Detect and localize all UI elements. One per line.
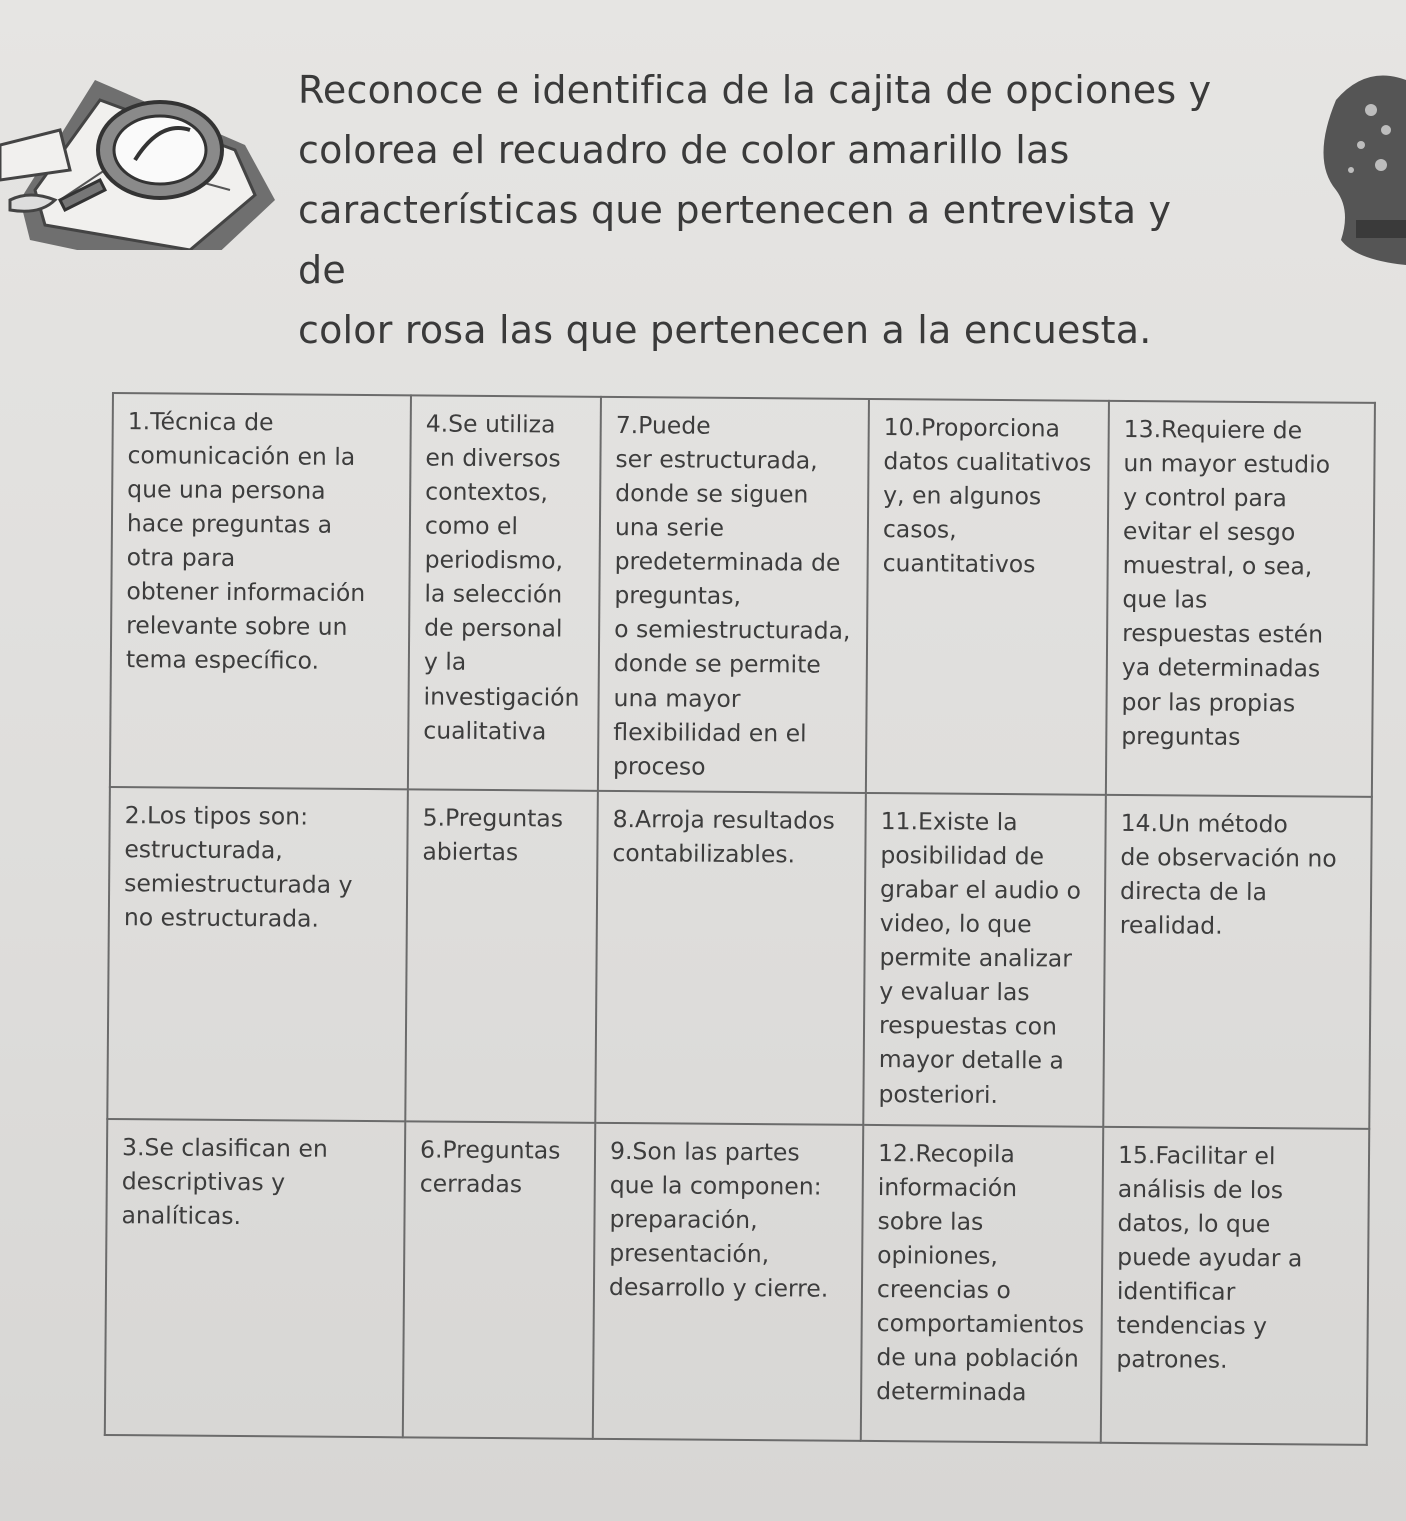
instruction-line: características que pertenecen a entrevista y de: [298, 188, 1172, 293]
characteristic-box-12[interactable]: 12.Recopila información sobre las opiniones, creencias o comportamientos de una población determinada: [861, 1125, 1103, 1443]
characteristic-box-11[interactable]: 11.Existe la posibilidad de grabar el audio o video, lo que permite analizar y evaluar las respuestas con mayor detalle a posteriori.: [863, 793, 1106, 1127]
characteristic-box-3[interactable]: 3.Se clasifican en descriptivas y analíticas.: [105, 1119, 405, 1437]
table-row: [107, 787, 1372, 1129]
characteristics-table: [104, 392, 1376, 1446]
characteristic-box-13[interactable]: 13.Requiere de un mayor estudio y control para evitar el sesgo muestral, o sea, que las respuestas estén ya determinadas por las propias preguntas: [1106, 401, 1375, 797]
characteristic-box-8[interactable]: 8.Arroja resultados contabilizables.: [595, 791, 866, 1125]
table-row: [110, 393, 1375, 797]
characteristic-box-15[interactable]: 15.Facilitar el análisis de los datos, lo que puede ayudar a identificar tendencias y patrones.: [1101, 1127, 1369, 1445]
characteristic-box-2[interactable]: 2.Los tipos son: estructurada, semiestructurada y no estructurada.: [107, 787, 408, 1121]
characteristic-box-9[interactable]: 9.Son las partes que la componen: preparación, presentación, desarrollo y cierre.: [593, 1123, 863, 1441]
characteristic-box-5[interactable]: 5.Preguntas abiertas: [405, 789, 598, 1122]
characteristic-box-14[interactable]: 14.Un método de observación no directa de la realidad.: [1103, 795, 1372, 1129]
decorative-vase-illustration: [1296, 70, 1406, 270]
instructions-text: [298, 60, 1218, 360]
characteristic-box-7[interactable]: 7.Puede ser estructurada, donde se siguen una serie predeterminada de preguntas, o semiestructurada, donde se permite una mayor flexibilidad en el proceso: [598, 397, 869, 793]
instruction-line: color rosa las que pertenecen a la encuesta.: [298, 308, 1152, 353]
instruction-line: Reconoce e identifica de la cajita de opciones y: [298, 68, 1212, 112]
table-row: [105, 1119, 1369, 1445]
characteristic-box-10[interactable]: 10.Proporciona datos cualitativos y, en algunos casos, cuantitativos: [866, 399, 1109, 795]
instruction-line: colorea el recuadro de color amarillo las: [298, 128, 1070, 173]
magnifying-glass-over-book-illustration: [0, 50, 290, 250]
characteristic-box-6[interactable]: 6.Preguntas cerradas: [403, 1121, 595, 1438]
characteristic-box-4[interactable]: 4.Se utiliza en diversos contextos, como el periodismo, la selección de personal y la investigación cualitativa: [408, 395, 601, 790]
characteristic-box-1[interactable]: 1.Técnica de comunicación en la que una persona hace preguntas a otra para obtener información relevante sobre un tema específico.: [110, 393, 411, 789]
